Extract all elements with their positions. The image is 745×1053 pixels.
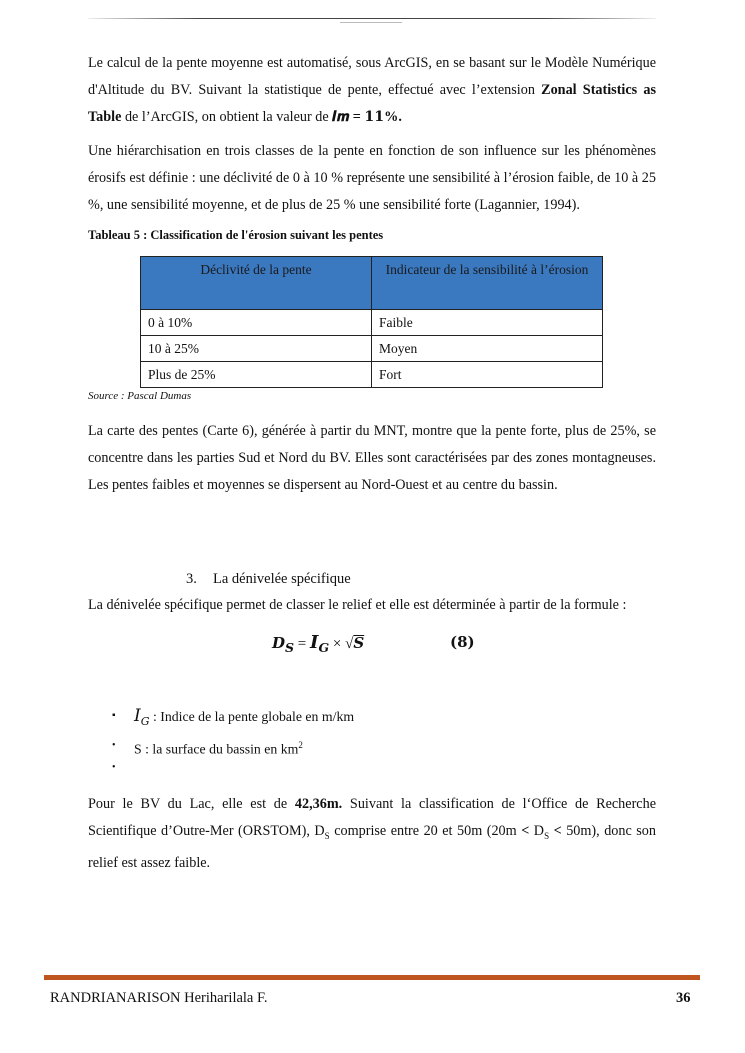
- table-cell: Moyen: [372, 336, 603, 362]
- table-header-cell: Indicateur de la sensibilité à l’érosion: [372, 257, 603, 310]
- page-number: 36: [676, 990, 691, 1006]
- specific-relief-formula: 𝑫$_𝑺$ = 𝑰$_𝑮$ × √𝑺: [272, 632, 365, 655]
- footer-bar: [44, 975, 700, 980]
- dot-bullet-icon: •: [112, 762, 116, 773]
- footer-author: RANDRIANARISON Heriharilala F.: [50, 990, 268, 1006]
- table-cell: Fort: [372, 362, 603, 388]
- specific-relief-value: 42,36m.: [294, 796, 343, 812]
- formula-number: (𝟖): [450, 633, 475, 651]
- table-row: [141, 362, 603, 388]
- paragraph-specific-relief: La dénivelée spécifique permet de classer le relief et elle est déterminée à partir de la formule :: [88, 597, 627, 613]
- table-row: [141, 336, 603, 362]
- header-rule-mark: [340, 22, 402, 23]
- dot-bullet-icon: •: [112, 740, 116, 751]
- section-title: La dénivelée spécifique: [213, 571, 351, 587]
- mean-slope-value: 𝑰𝒎 = 𝟏𝟏%.: [332, 109, 402, 125]
- header-rule-fade: [88, 17, 656, 20]
- table-row: [141, 310, 603, 336]
- zonal-statistics-tool: Zonal Statistics as Table: [88, 82, 656, 125]
- erosion-classification-table: [140, 256, 603, 388]
- table-cell: 10 à 25%: [141, 336, 372, 362]
- section-number: 3.: [186, 571, 197, 587]
- paragraph-slope-classes: Une hiérarchisation en trois classes de la pente en fonction de son influence sur les phénomènes érosifs est définie : une déclivité de 0 à 10 % représente une sensibilité à l’érosion faible, de 10 à 25 %, une sensibilité moyenne, et de plus de 25 % une sensibilité forte (Lagannier, 1994).: [88, 143, 656, 213]
- table-cell: Plus de 25%: [141, 362, 372, 388]
- table-source: Source : Pascal Dumas: [88, 390, 192, 402]
- paragraph-orstom-classification: Pour le BV du Lac, elle est de 42,36m. Suivant la classification de l‘Office de Recherche Scientifique d’Outre-Mer (ORSTOM), $D_S$ comprise entre 20 et 50m $(20m < D_S < 50m)$, donc son relief est assez faible.: [88, 796, 656, 871]
- paragraph-mean-slope: Le calcul de la pente moyenne est automatisé, sous ArcGIS, en se basant sur le Modèle Numérique d'Altitude du BV. Suivant la statistique de pente, effectué avec l’extension Zonal Statistics as Table de l’ArcGIS, on obtient la valeur de 𝑰𝒎 = 𝟏𝟏%.: [88, 55, 656, 125]
- section-heading: [186, 571, 351, 588]
- table-header-row: [141, 257, 603, 310]
- paragraph-slope-map: La carte des pentes (Carte 6), générée à partir du MNT, montre que la pente forte, plus de 25%, se concentre dans les parties Sud et Nord du BV. Elles sont caractérisées par des zones montagneuses. Les pentes faibles et moyennes se dispersent au Nord-Ouest et au centre du bassin.: [88, 423, 656, 493]
- table-header-cell: Déclivité de la pente: [141, 257, 372, 310]
- ig-symbol: 𝐼: [134, 706, 141, 726]
- table-caption: Tableau 5 : Classification de l'érosion suivant les pentes: [88, 228, 384, 242]
- table-cell: 0 à 10%: [141, 310, 372, 336]
- table-cell: Faible: [372, 310, 603, 336]
- square-bullet-icon: ▪: [112, 710, 116, 721]
